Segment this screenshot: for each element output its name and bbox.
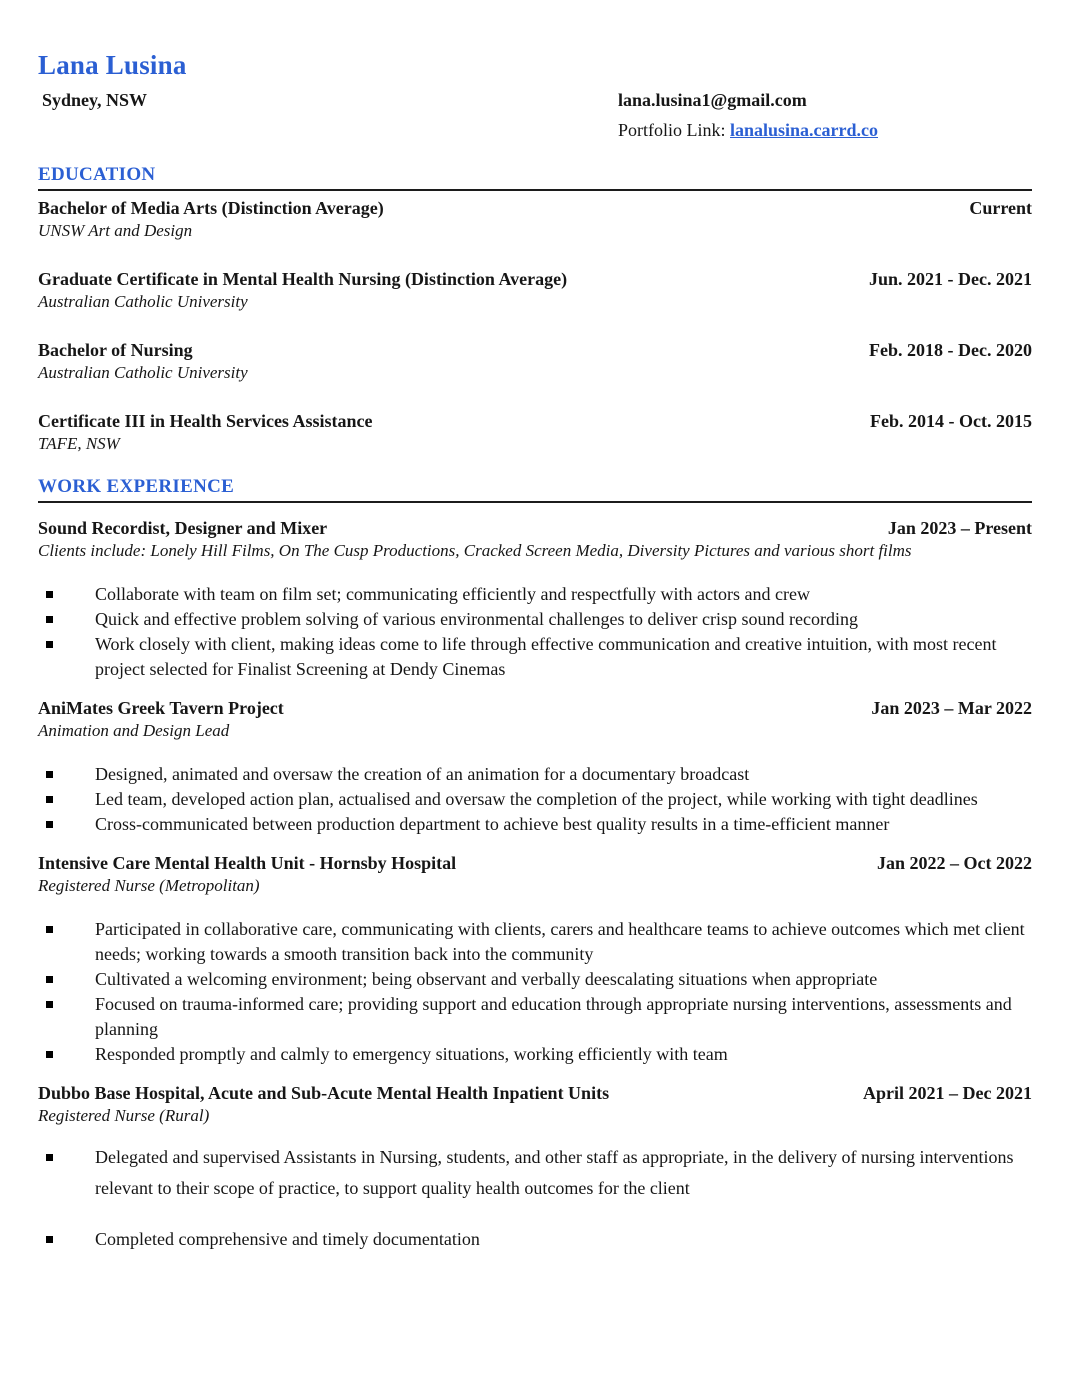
education-date: Current [969,198,1032,218]
job-bullet [38,917,1032,967]
contact-right-column [618,90,878,141]
education-date: Jun. 2021 - Dec. 2021 [869,269,1032,289]
bullet-square-icon [46,616,53,623]
job-title: AniMates Greek Tavern Project [38,698,284,718]
job-bullet [38,992,1032,1042]
job-bullet-text: Led team, developed action plan, actualised and oversaw the completion of the project, while working with tight deadlines [95,789,978,809]
job-bullet-text: Focused on trauma-informed care; providing support and education through appropriate nursing interventions, assessments and planning [95,994,1012,1039]
job-bullet [38,632,1032,682]
education-date: Feb. 2018 - Dec. 2020 [869,340,1032,360]
job-title: Sound Recordist, Designer and Mixer [38,518,328,538]
portfolio-link[interactable]: lanalusina.carrd.co [730,120,879,140]
education-title: Graduate Certificate in Mental Health Nursing (Distinction Average) [38,269,568,289]
portfolio-line [618,120,878,141]
education-org: TAFE, NSW [38,434,120,453]
job-bullet [38,812,1032,837]
education-entry [38,340,1032,383]
bullet-square-icon [46,641,53,648]
bullet-square-icon [46,796,53,803]
work-experience-heading: WORK EXPERIENCE [38,476,1032,503]
education-org: Australian Catholic University [38,292,248,311]
job-title: Intensive Care Mental Health Unit - Hornsby Hospital [38,853,457,873]
education-heading: EDUCATION [38,164,1032,191]
education-org: UNSW Art and Design [38,221,193,240]
job-bullet-list [38,1142,1032,1255]
job-bullet-text: Delegated and supervised Assistants in Nursing, students, and other staff as appropriate, in the delivery of nursing interventions relevant to their scope of practice, to support quality health outcomes for the client [95,1147,1014,1198]
location-text: Sydney, NSW [42,90,148,110]
education-title: Certificate III in Health Services Assistance [38,411,373,431]
job-bullet [38,607,1032,632]
bullet-square-icon [46,591,53,598]
job-bullet-text: Quick and effective problem solving of various environmental challenges to deliver crisp sound recording [95,609,858,629]
job-bullet [38,1224,1032,1255]
portfolio-label: Portfolio Link: [618,120,730,140]
job-subtitle: Registered Nurse (Metropolitan) [38,876,260,895]
education-entry [38,198,1032,241]
job-title: Dubbo Base Hospital, Acute and Sub-Acute Mental Health Inpatient Units [38,1083,610,1103]
job-bullet-text: Designed, animated and oversaw the creation of an animation for a documentary broadcast [95,764,750,784]
bullet-square-icon [46,1001,53,1008]
job-date: April 2021 – Dec 2021 [863,1083,1032,1103]
job-entry [38,1083,1032,1255]
email-text: lana.lusina1@gmail.com [618,90,807,110]
bullet-square-icon [46,1236,53,1243]
education-title: Bachelor of Media Arts (Distinction Average) [38,198,384,218]
contact-section [38,90,1032,154]
education-date: Feb. 2014 - Oct. 2015 [870,411,1032,431]
job-bullet [38,787,1032,812]
job-bullet [38,967,1032,992]
job-bullet [38,1042,1032,1067]
bullet-square-icon [46,926,53,933]
job-bullet [38,1142,1032,1204]
job-entry [38,698,1032,837]
bullet-square-icon [46,821,53,828]
job-bullet-list [38,582,1032,682]
education-title: Bachelor of Nursing [38,340,193,360]
job-bullet-list [38,762,1032,837]
job-subtitle: Clients include: Lonely Hill Films, On The Cusp Productions, Cracked Screen Media, Diversity Pictures and various short films [38,541,912,560]
job-entry [38,853,1032,1067]
job-subtitle: Animation and Design Lead [38,721,230,740]
job-bullet-text: Participated in collaborative care, communicating with clients, carers and healthcare teams to achieve outcomes which met client needs; working towards a smooth transition back into the community [95,919,1025,964]
job-bullet [38,582,1032,607]
bullet-square-icon [46,976,53,983]
job-bullet-text: Responded promptly and calmly to emergency situations, working efficiently with team [95,1044,728,1064]
job-bullet-text: Cross-communicated between production department to achieve best quality results in a time-efficient manner [95,814,890,834]
job-date: Jan 2023 – Mar 2022 [871,698,1032,718]
job-bullet-text: Cultivated a welcoming environment; being observant and verbally deescalating situations when appropriate [95,969,878,989]
job-bullet-text: Work closely with client, making ideas come to life through effective communication and creative intuition, with most recent project selected for Finalist Screening at Dendy Cinemas [95,634,997,679]
job-bullet-text: Collaborate with team on film set; communicating efficiently and respectfully with actors and crew [95,584,810,604]
bullet-square-icon [46,1154,53,1161]
resume-name: Lana Lusina [38,50,187,80]
education-entry [38,411,1032,454]
education-entry [38,269,1032,312]
job-date: Jan 2023 – Present [887,518,1032,538]
job-bullet-text: Completed comprehensive and timely documentation [95,1229,480,1249]
job-date: Jan 2022 – Oct 2022 [877,853,1032,873]
education-org: Australian Catholic University [38,363,248,382]
bullet-square-icon [46,1051,53,1058]
bullet-square-icon [46,771,53,778]
job-subtitle: Registered Nurse (Rural) [38,1106,210,1125]
job-bullet-list [38,917,1032,1067]
job-entry [38,518,1032,682]
job-bullet [38,762,1032,787]
